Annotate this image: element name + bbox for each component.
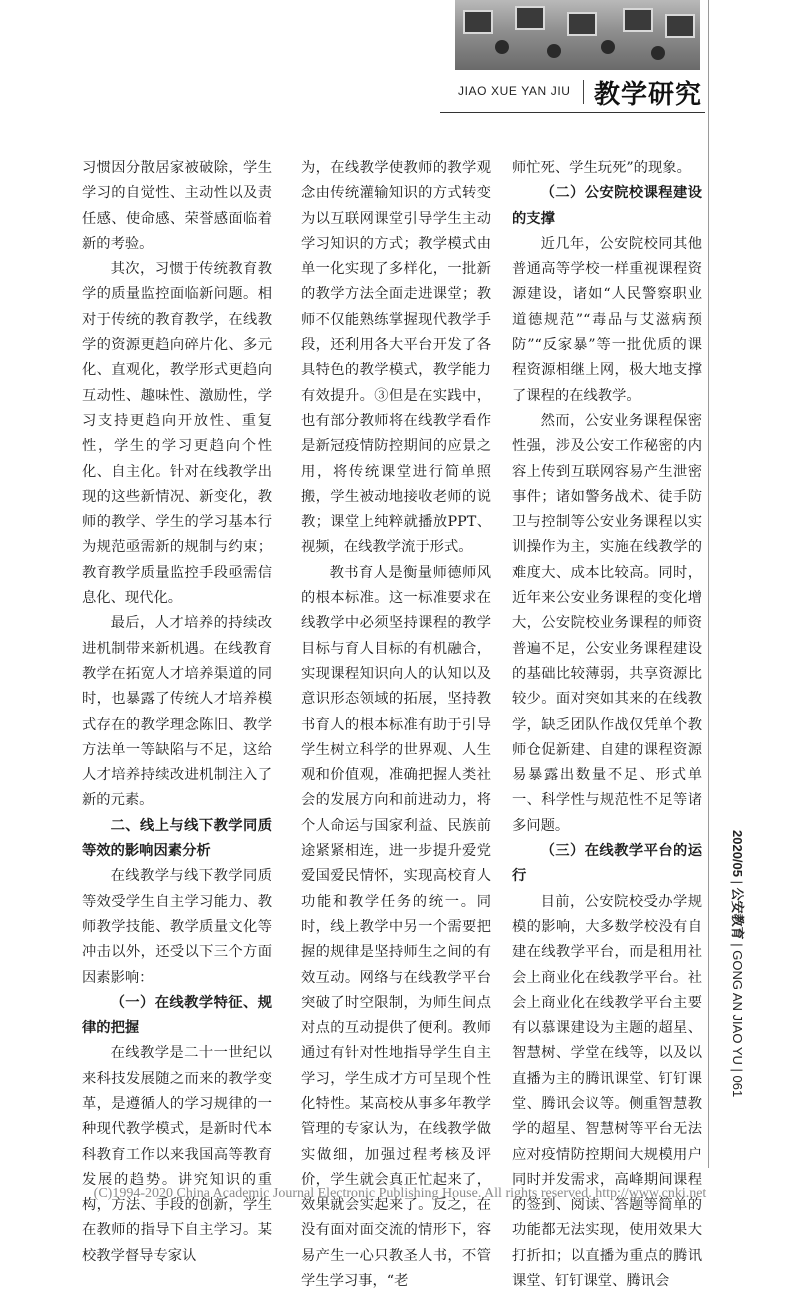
body-paragraph: 习惯因分散居家被破除，学生学习的自觉性、主动性以及责任感、使命感、荣誉感面临着新的考验。 [82,160,272,252]
section-heading: （三）在线教学平台的运行 [512,843,702,885]
copyright-footer: (C)1994-2020 China Academic Journal Electronic Publishing House. All rights reserved. http://www.cnki.net [93,1186,707,1201]
person-head-shape [601,40,615,54]
issue-number: 2020/05 [730,830,745,877]
body-paragraph: 其次，习惯于传统教育教学的质量监控面临新问题。相对于传统的教育教学，在线教学的资源更趋向碎片化、多元化、直观化，教学形式更趋向互动性、趣味性、激励性，学习支持更趋向开放性、重复性，学生的学习更趋向个性化、自主化。针对在线教学出现的这些新情况、新变化，教师的教学、学生的学习基本行为规范亟需新的规制与约束；教育教学质量监控手段亟需信息化、现代化。 [82,261,272,607]
body-paragraph: 在线教学是二十一世纪以来科技发展随之而来的教学变革，是遵循人的学习规律的一种现代教学模式，是新时代本科教育工作以来我国高等教育发展的趋势。讲究知识的重构，方法、手段的创新，学生在教师的指导下自主学习。某校教学督导专家认 [82,1045,272,1264]
person-head-shape [547,44,561,58]
monitor-shape [567,12,597,36]
section-heading: （一）在线教学特征、规律的把握 [82,994,272,1037]
header-separator [583,80,584,104]
section-pinyin: JIAO XUE YAN JIU [458,84,571,98]
monitor-shape [515,6,545,30]
section-heading: （二）公安院校课程建设的支撑 [512,185,702,227]
body-paragraph: 师忙死、学生玩死”的现象。 [512,160,691,176]
section-heading: 二、线上与线下教学同质等效的影响因素分析 [82,817,272,860]
body-paragraph: 目前，公安院校受办学规模的影响，大多数学校没有自建在线教学平台，而是租用社会上商业化在线教学平台。社会上商业化在线教学平台主要有以慕课建设为主题的超星、智慧树、学堂在线等，以及以直播为主的腾讯课堂、钉钉课堂、腾讯会议等。侧重智慧教学的超星、智慧树等平台无法应对疫情防控期间大规模用户同时并发需求，高峰期间课程的签到、阅读、答题等简单的功能都无法实现，使用效果大打折扣；以直播为重点的腾讯课堂、钉钉课堂、腾讯会 [512,893,702,1290]
side-running-head: 2020/05 | 公安教育 | GONG AN JIAO YU | 061 [730,830,745,1098]
text-column-3 [512,156,702,1294]
journal-name: 公安教育 [730,887,745,940]
body-paragraph: 然而，公安业务课程保密性强，涉及公安工作秘密的内容上传到互联网容易产生泄密事件；诸如警务战术、徒手防卫与控制等公安业务课程以实训操作为主，实施在线教学的难度大、成本比较高。同时，近年来公安业务课程的变化增大，公安院校业务课程的师资普遍不足，公安业务课程建设的基础比较薄弱，共享资源比较少。面对突如其来的在线教学，缺乏团队作战仅凭单个教师仓促新建、自建的课程资源易暴露出数量不足、形式单一、科学性与规范性不足等诸多问题。 [512,412,702,834]
section-title: 教学研究 [594,80,703,110]
header-photo [455,0,700,70]
monitor-shape [665,14,695,38]
text-column-1 [82,156,272,1269]
body-paragraph: 为，在线教学使教师的教学观念由传统灌输知识的方式转变为以互联网课堂引导学生主动学习知识的方式；教学模式由单一化实现了多样化，一批新的教学方法全面走进课堂；教师不仅能熟练掌握现代教学手段，还利用各大平台开发了各具特色的教学模式，教学能力有效提升。③但是在实践中，也有部分教师将在线教学看作是新冠疫情防控期间的应景之用，将传统课堂进行简单照搬，学生被动地接收老师的说教；课堂上纯粹就播放PPT、视频，在线教学流于形式。 [301,160,491,556]
text-column-2 [301,156,491,1294]
person-head-shape [495,40,509,54]
journal-pinyin: GONG AN JIAO YU [730,950,745,1065]
body-paragraph: 教书育人是衡量师德师风的根本标准。这一标准要求在线教学中必须坚持课程的教学目标与育人目标的有机融合，实现课程知识向人的认知以及意识形态领域的拓展，坚持教书育人的根本标准有助于引导学生树立科学的世界观、人生观和价值观，准确把握人类社会的发展方向和前进动力，将个人命运与国家利益、民族前途紧紧相连，进一步提升爱党爱国爱民情怀，实现高校育人功能和教学任务的统一。同时，线上教学中另一个需要把握的规律是坚持师生之间的有效互动。网络与在线教学平台突破了时空限制，为师生间点对点的互动提供了便利。教师通过有针对性地指导学生自主学习，学生成才方可呈现个性化特性。某高校从事多年教学管理的专家认为，在线教学做实做细，加强过程考核及评价，学生就会真正忙起来了，效果就会实起来了。反之，在没有面对面交流的情形下，容易产生一心只教圣人书，不管学生学习事，“老 [301,564,491,1290]
body-paragraph: 在线教学与线下教学同质等效受学生自主学习能力、教师教学技能、教学质量文化等冲击以外，还受以下三个方面因素影响： [82,868,272,986]
page-number: 061 [730,1075,745,1098]
person-head-shape [651,46,665,60]
body-paragraph: 最后，人才培养的持续改进机制带来新机遇。在线教育教学在拓宽人才培养渠道的同时，也暴露了传统人才培养模式存在的教学理念陈旧、教学方法单一等缺陷与不足，这给人才培养持续改进机制注入了新的元素。 [82,615,272,809]
monitor-shape [463,10,493,34]
monitor-shape [623,8,653,32]
margin-rule [708,0,709,1168]
body-paragraph: 近几年，公安院校同其他普通高等学校一样重视课程资源建设，诸如“人民警察职业道德规范”“毒品与艾滋病预防”“反家暴”等一批优质的课程资源相继上网，极大地支撑了课程的在线教学。 [512,235,702,404]
